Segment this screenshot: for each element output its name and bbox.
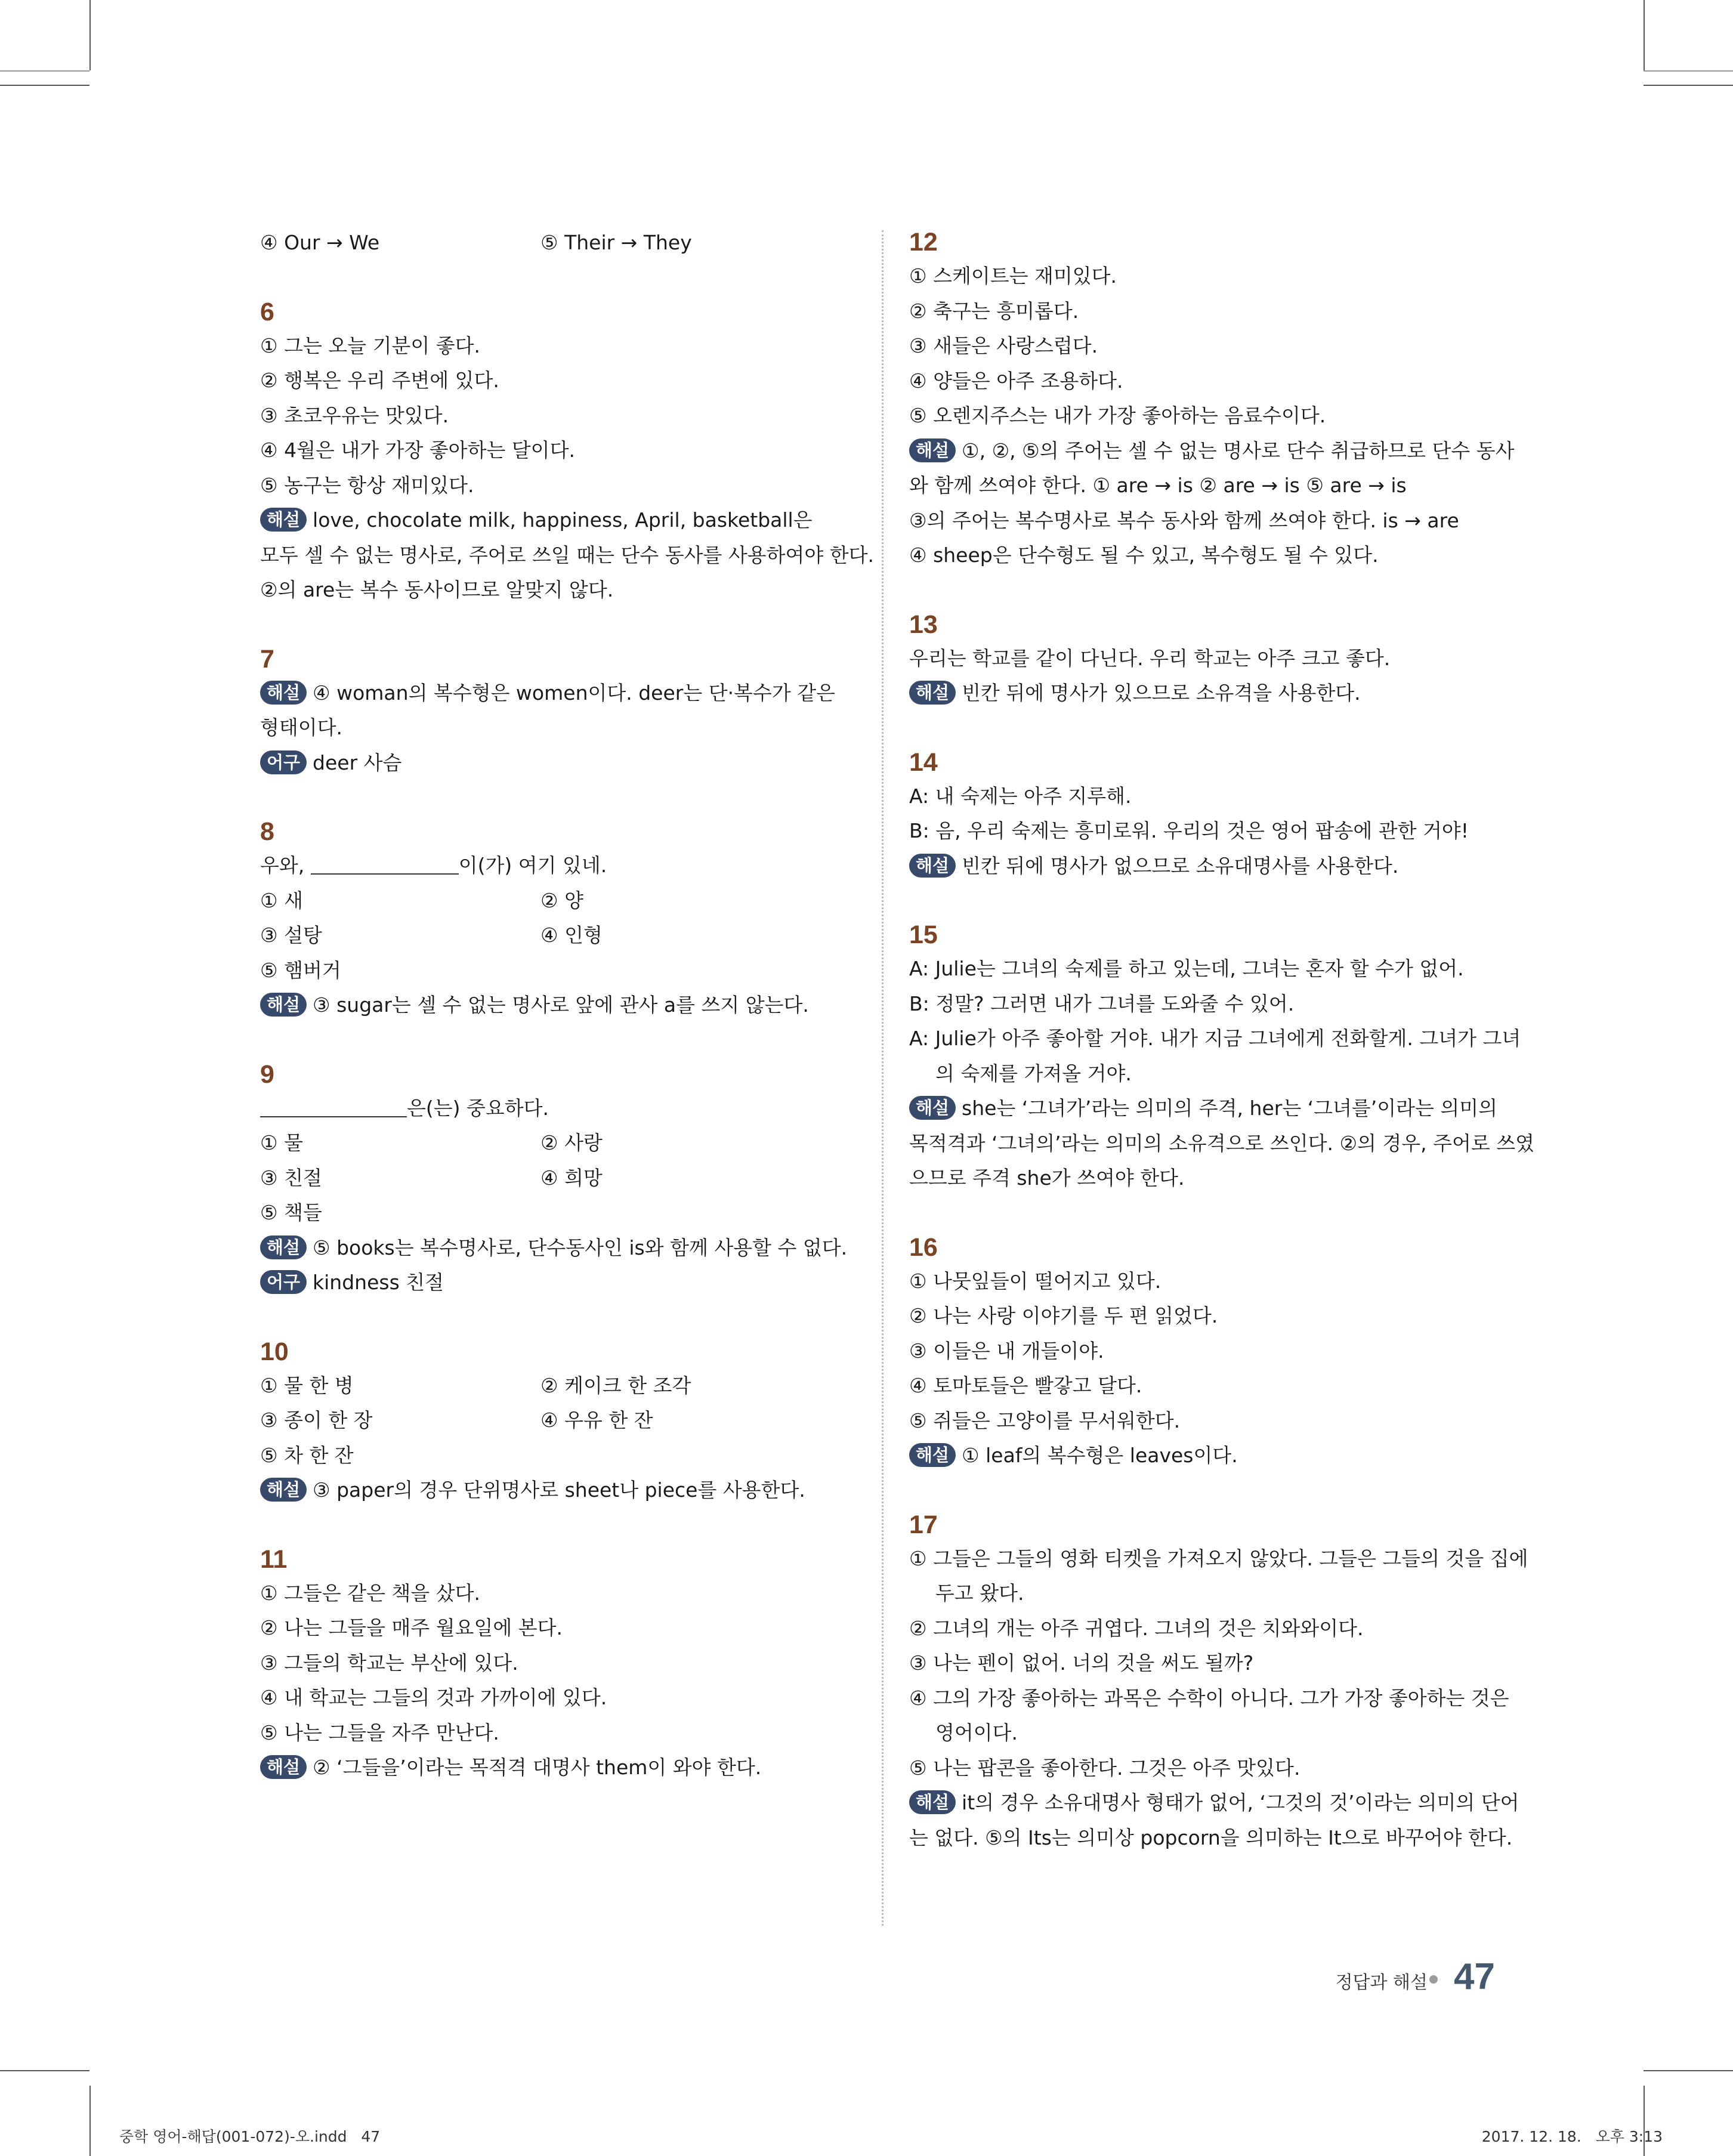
prompt-text: 이(가) 여기 있네. (458, 854, 607, 877)
option: ① 새 (260, 888, 303, 912)
bullet-icon (1429, 1975, 1438, 1984)
question-number: 15 (909, 921, 938, 949)
option: ⑤ 차 한 잔 (260, 1443, 354, 1467)
explanation-line (260, 988, 869, 1023)
explanation-badge: 해설 (909, 681, 956, 705)
list-item: ④ 4월은 내가 가장 좋아하는 달이다. (260, 438, 575, 462)
answer-blank (311, 854, 459, 875)
option-row (260, 1403, 869, 1438)
vocab-badge: 어구 (260, 1270, 307, 1294)
explanation-badge: 해설 (260, 993, 307, 1017)
explanation-badge: 해설 (909, 1096, 956, 1120)
prompt-text: 은(는) 중요하다. (407, 1096, 549, 1120)
list-item: ③ 그들의 학교는 부산에 있다. (260, 1651, 518, 1675)
crop-mark (89, 2086, 91, 2156)
list-item: ② 나는 사랑 이야기를 두 편 읽었다. (909, 1304, 1218, 1327)
option: ① 물 한 병 (260, 1373, 354, 1397)
question-number: 7 (260, 644, 274, 674)
explanation-text: ①, ②, ⑤의 주어는 셀 수 없는 명사로 단수 취급하므로 단수 동사 (962, 438, 1515, 462)
column-divider (882, 230, 884, 1926)
explanation-line: 형태이다. (260, 716, 343, 739)
explanation-text: ⑤ books는 복수명사로, 단수동사인 is와 함께 사용할 수 없다. (313, 1235, 848, 1259)
explanation-text: ② ‘그들을’이라는 목적격 대명사 them이 와야 한다. (313, 1756, 762, 1779)
explanation-line (260, 1231, 869, 1266)
dialogue-line: B: 음, 우리 숙제는 흥미로워. 우리의 것은 영어 팝송에 관한 거야! (909, 819, 1469, 842)
list-item: ⑤ 농구는 항상 재미있다. (260, 473, 474, 497)
explanation-badge: 해설 (260, 1478, 307, 1502)
question-number: 6 (260, 297, 274, 326)
explanation-badge: 해설 (260, 681, 307, 705)
list-item: ① 스케이트는 재미있다. (909, 264, 1117, 288)
dialogue-line: A: Julie가 아주 좋아할 거야. 내가 지금 그녀에게 전화할게. 그녀가 그녀 (909, 1027, 1521, 1050)
explanation-line: ③의 주어는 복수명사로 복수 동사와 함께 쓰여야 한다. is → are (909, 508, 1459, 532)
option: ② 양 (540, 888, 583, 912)
question-number: 16 (909, 1233, 938, 1262)
list-item: ⑤ 나는 팝콘을 좋아한다. 그것은 아주 맛있다. (909, 1756, 1300, 1780)
crop-mark (0, 2070, 89, 2071)
left-column (260, 226, 874, 1786)
print-slug-date: 2017. 12. 18. 오후 3:13 (1481, 2128, 1663, 2145)
explanation-line: 모두 셀 수 없는 명사로, 주어로 쓰일 때는 단수 동사를 사용하여야 한다. (260, 543, 874, 567)
explanation-line (260, 676, 869, 711)
footer-label: 정답과 해설 (1335, 1972, 1428, 1993)
option: ③ 친절 (260, 1166, 322, 1190)
option-row (260, 1369, 869, 1404)
explanation-text: ③ sugar는 셀 수 없는 명사로 앞에 관사 a를 쓰지 않는다. (313, 993, 809, 1017)
explanation-text: 빈칸 뒤에 명사가 있으므로 소유격을 사용한다. (962, 681, 1361, 705)
option-row (260, 1161, 869, 1196)
option: ④ Our → We (260, 231, 380, 254)
prompt-line (260, 1091, 869, 1126)
list-item-continued: 두고 왔다. (935, 1582, 1024, 1605)
list-item: ③ 초코우유는 맛있다. (260, 403, 449, 427)
question-number: 13 (909, 610, 938, 639)
crop-mark (1644, 2070, 1733, 2071)
list-item: ⑤ 쥐들은 고양이를 무서워한다. (909, 1408, 1181, 1432)
dialogue-line: A: 내 숙제는 아주 지루해. (909, 784, 1132, 808)
list-item: ② 나는 그들을 매주 월요일에 본다. (260, 1616, 563, 1639)
crop-mark (89, 0, 91, 70)
list-item: ④ 그의 가장 좋아하는 과목은 수학이 아니다. 그가 가장 좋아하는 것은 (909, 1686, 1509, 1710)
explanation-text: she는 ‘그녀가’라는 의미의 주격, her는 ‘그녀를’이라는 의미의 (962, 1096, 1498, 1120)
crop-mark (1644, 0, 1645, 70)
vocab-badge: 어구 (260, 750, 307, 774)
vocab-line (260, 1265, 869, 1301)
option: ② 사랑 (540, 1131, 603, 1154)
list-item: ① 그들은 그들의 영화 티켓을 가져오지 않았다. 그들은 그들의 것을 집에 (909, 1546, 1528, 1570)
list-item: ① 그는 오늘 기분이 좋다. (260, 333, 480, 357)
explanation-line: 으므로 주격 she가 쓰여야 한다. (909, 1166, 1185, 1190)
crop-mark (1644, 70, 1733, 72)
list-item: ③ 나는 펜이 없어. 너의 것을 써도 될까? (909, 1651, 1254, 1675)
explanation-text: ④ woman의 복수형은 women이다. deer는 단·복수가 같은 (313, 681, 835, 705)
explanation-line: ④ sheep은 단수형도 될 수 있고, 복수형도 될 수 있다. (909, 543, 1379, 567)
list-item: ④ 양들은 아주 조용하다. (909, 369, 1123, 393)
explanation-text: ③ paper의 경우 단위명사로 sheet나 piece를 사용한다. (313, 1478, 805, 1502)
option: ③ 설탕 (260, 923, 322, 947)
explanation-line (909, 676, 1503, 711)
explanation-badge: 해설 (909, 854, 956, 878)
right-column (909, 226, 1535, 1855)
list-item: ② 그녀의 개는 아주 귀엽다. 그녀의 것은 치와와이다. (909, 1616, 1364, 1640)
list-item: ③ 이들은 내 개들이야. (909, 1339, 1104, 1363)
explanation-line: ②의 are는 복수 동사이므로 알맞지 않다. (260, 578, 614, 601)
explanation-text: love, chocolate milk, happiness, April, basketball은 (313, 508, 813, 532)
option-row (260, 1126, 869, 1161)
list-item: ① 나뭇잎들이 떨어지고 있다. (909, 1269, 1161, 1293)
option: ② 케이크 한 조각 (540, 1373, 691, 1397)
question-number: 10 (260, 1337, 289, 1366)
list-item: ② 축구는 흥미롭다. (909, 299, 1079, 323)
print-slug-file: 중학 영어-해답(001-072)-오.indd 47 (119, 2128, 381, 2145)
dialogue-line: 의 숙제를 가져올 거야. (935, 1061, 1132, 1085)
prompt-text: 우와, (260, 854, 305, 877)
explanation-line (909, 849, 1503, 884)
list-item: ④ 내 학교는 그들의 것과 가까이에 있다. (260, 1686, 607, 1709)
crop-mark (1644, 85, 1733, 86)
explanation-badge: 해설 (909, 438, 956, 462)
explanation-line (909, 1091, 1503, 1126)
list-item-continued: 영어이다. (935, 1721, 1018, 1744)
explanation-text: ① leaf의 복수형은 leaves이다. (962, 1444, 1238, 1467)
question-number: 8 (260, 817, 274, 846)
crop-mark (0, 85, 89, 86)
option-row (260, 884, 869, 919)
option: ① 물 (260, 1131, 303, 1154)
explanation-line (909, 1786, 1519, 1821)
vocab-line (260, 746, 869, 781)
translation-line: 우리는 학교를 같이 다닌다. 우리 학교는 아주 크고 좋다. (909, 646, 1391, 670)
answer-blank (260, 1097, 407, 1117)
explanation-text: 빈칸 뒤에 명사가 없으므로 소유대명사를 사용한다. (962, 854, 1399, 878)
dialogue-line: A: Julie는 그녀의 숙제를 하고 있는데, 그녀는 혼자 할 수가 없어. (909, 957, 1464, 980)
explanation-line (260, 503, 869, 538)
explanation-badge: 해설 (260, 1235, 307, 1259)
question-number: 11 (260, 1545, 288, 1574)
vocab-text: kindness 친절 (313, 1271, 444, 1294)
explanation-line: 목적격과 ‘그녀의’라는 의미의 소유격으로 쓰인다. ②의 경우, 주어로 쓰였 (909, 1131, 1535, 1155)
explanation-line (909, 1438, 1503, 1474)
list-item: ② 행복은 우리 주변에 있다. (260, 369, 499, 392)
list-item: ① 그들은 같은 책을 샀다. (260, 1581, 480, 1605)
question-number: 14 (909, 748, 938, 777)
option: ④ 희망 (540, 1166, 603, 1190)
list-item: ④ 토마토들은 빨갛고 달다. (909, 1374, 1142, 1397)
option: ④ 우유 한 잔 (540, 1408, 653, 1432)
list-item: ⑤ 나는 그들을 자주 만난다. (260, 1721, 499, 1744)
explanation-text: it의 경우 소유대명사 형태가 없어, ‘그것의 것’이라는 의미의 단어 (962, 1791, 1519, 1814)
prompt-line (260, 848, 869, 884)
explanation-badge: 해설 (260, 508, 307, 532)
explanation-badge: 해설 (909, 1443, 956, 1467)
option-row (260, 918, 869, 953)
explanation-line: 와 함께 쓰여야 한다. ① are → is ② are → is ⑤ are → is (909, 474, 1407, 497)
explanation-line (260, 1473, 869, 1508)
question-number: 17 (909, 1510, 938, 1539)
list-item: ③ 새들은 사랑스럽다. (909, 334, 1098, 357)
vocab-text: deer 사슴 (313, 750, 402, 774)
option: ③ 종이 한 장 (260, 1408, 373, 1432)
list-item: ⑤ 오렌지주스는 내가 가장 좋아하는 음료수이다. (909, 404, 1326, 427)
page-number: 47 (1454, 1956, 1495, 1997)
option: ④ 인형 (540, 923, 603, 947)
q5-tail-options (260, 226, 869, 261)
crop-mark (0, 70, 89, 72)
dialogue-line: B: 정말? 그러면 내가 그녀를 도와줄 수 있어. (909, 991, 1295, 1015)
question-number: 9 (260, 1060, 274, 1089)
explanation-line (260, 1750, 869, 1786)
option: ⑤ 햄버거 (260, 958, 341, 982)
explanation-line (909, 434, 1515, 469)
explanation-line: 는 없다. ⑤의 Its는 의미상 popcorn을 의미하는 It으로 바꾸어야 한다. (909, 1826, 1513, 1849)
explanation-badge: 해설 (260, 1755, 307, 1779)
explanation-badge: 해설 (909, 1790, 956, 1814)
option: ⑤ 책들 (260, 1201, 322, 1224)
question-number: 12 (909, 228, 938, 257)
option: ⑤ Their → They (540, 231, 692, 254)
